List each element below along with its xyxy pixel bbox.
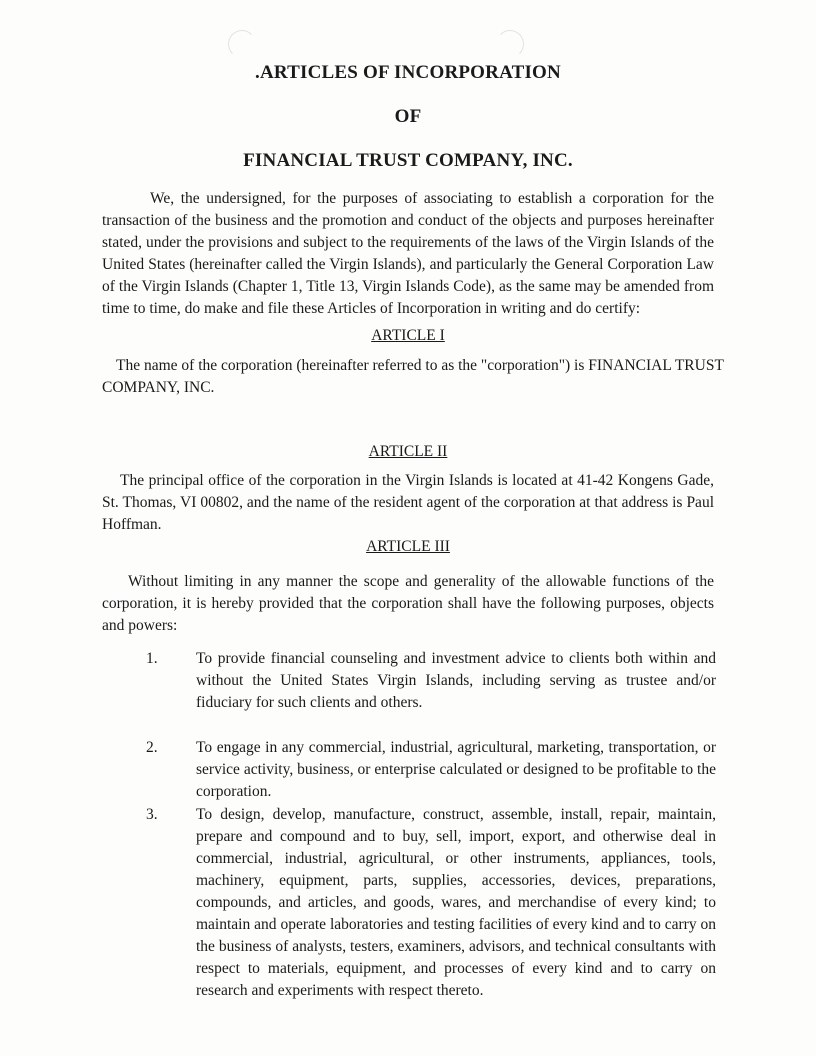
company-name-title: FINANCIAL TRUST COMPANY, INC.: [243, 150, 573, 171]
document-title: .ARTICLES OF INCORPORATION: [255, 62, 561, 83]
article-3-body: Without limiting in any manner the scope and generality of the allowable functions of the corporation, it is hereby provided that the corporation shall have the following purposes, objects and powers:: [102, 573, 714, 634]
article-2-body: The principal office of the corporation in the Virgin Islands is located at 41-42 Kongens Gade, St. Thomas, VI 00802, and the name of the resident agent of the corporation at that address is Paul Hoffman.: [102, 472, 714, 533]
scan-artifact-left: [228, 30, 256, 58]
scan-artifact-right: [496, 30, 524, 58]
purpose-item-text: To provide financial counseling and investment advice to clients both within and without the United States Virgin Islands, including serving as trustee and/or fiduciary for such clients and others.: [196, 650, 716, 711]
article-1-body: The name of the corporation (hereinafter referred to as the "corporation") is FINANCIAL TRUST COMPANY, INC.: [102, 357, 724, 396]
article-3-heading: ARTICLE III: [366, 538, 450, 555]
purpose-item-text: To engage in any commercial, industrial, agricultural, marketing, transportation, or service activity, business, or enterprise calculated or designed to be profitable to the corporation.: [196, 739, 716, 800]
document-title-of: OF: [394, 106, 422, 127]
purpose-item-number: 2.: [146, 739, 158, 756]
article-2-heading: ARTICLE II: [368, 443, 448, 460]
intro-paragraph: We, the undersigned, for the purposes of associating to establish a corporation for the transaction of the business and the promotion and conduct of the objects and purposes hereinafter stated, under the provisions and subject to the requirements of the laws of the Virgin Islands of the United States (hereinafter called the Virgin Islands), and particularly the General Corporation Law of the Virgin Islands (Chapter 1, Title 13, Virgin Islands Code), as the same may be amended from time to time, do make and file these Articles of Incorporation in writing and do certify:: [102, 190, 714, 317]
article-1-heading: ARTICLE I: [371, 327, 445, 344]
purpose-item-number: 3.: [146, 806, 158, 823]
purpose-item-number: 1.: [146, 650, 158, 667]
purpose-item-text: To design, develop, manufacture, construct, assemble, install, repair, maintain, prepare and compound and to buy, sell, import, export, and otherwise deal in commercial, industrial, agricultural, or other instruments, appliances, tools, machinery, equipment, parts, supplies, accessories, devices, preparations, compounds, and articles, and goods, wares, and merchandise of every kind; to maintain and operate laboratories and testing facilities of every kind and to carry on the business of analysts, testers, examiners, advisors, and technical consultants with respect to materials, equipment, and processes of every kind and to carry on research and experiments with respect thereto.: [196, 806, 716, 999]
